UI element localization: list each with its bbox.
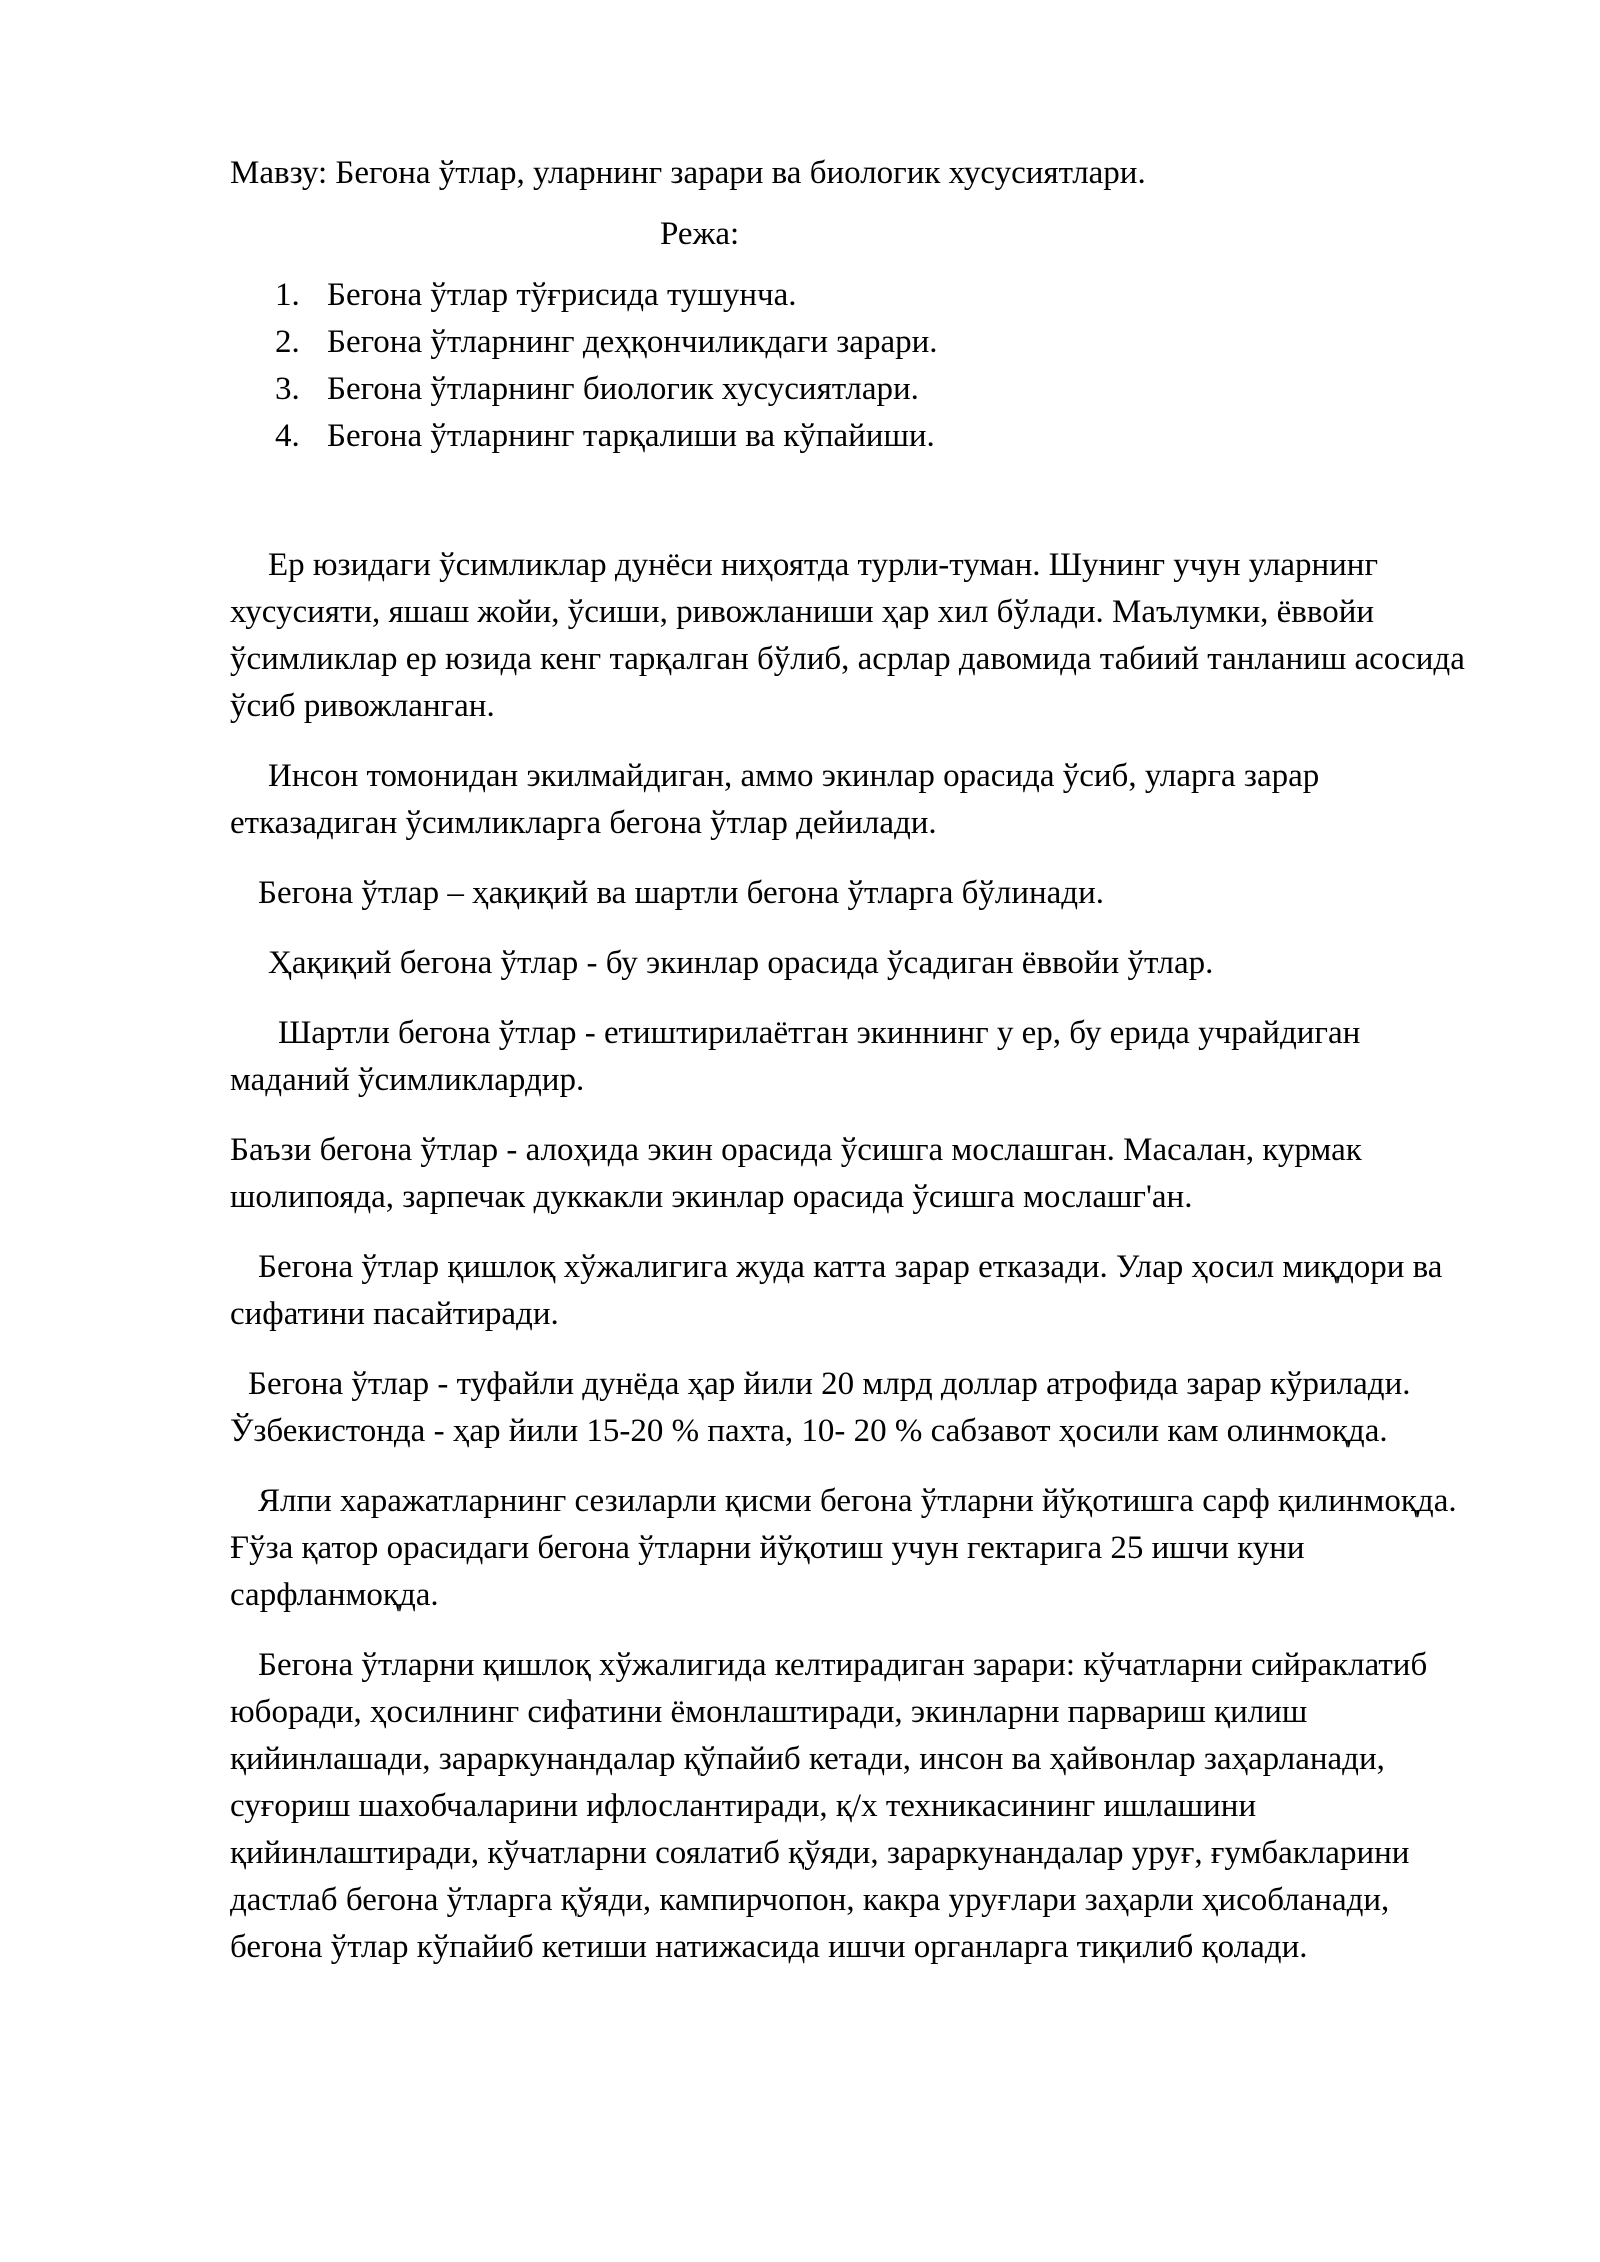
plan-item-number: 1. bbox=[275, 277, 300, 313]
plan-title: Режа: bbox=[660, 216, 740, 252]
plan-item-number: 2. bbox=[275, 324, 300, 360]
plan-item-number: 4. bbox=[275, 418, 300, 454]
plan-item bbox=[230, 413, 1480, 460]
plan-list bbox=[230, 272, 1480, 460]
plan-item bbox=[230, 272, 1480, 319]
document-topic: Мавзу: Бегона ўтлар, уларнинг зарари ва биологик хусусиятлари. bbox=[230, 155, 1146, 191]
plan-item-text: Бегона ўтларнинг биологик хусусиятлари. bbox=[327, 371, 919, 407]
plan-item bbox=[230, 319, 1480, 366]
paragraph: Инсон томонидан экилмайдиган, аммо экинлар орасида ўсиб, уларга зарар етказадиган ўсимликларга бегона ўтлар дейилади. bbox=[230, 758, 1320, 841]
plan-item bbox=[230, 366, 1480, 413]
paragraph: Бегона ўтлар қишлоқ хўжалигига жуда катта зарар етказади. Улар ҳосил миқдори ва сифатини пасайтиради. bbox=[230, 1249, 1443, 1332]
paragraph: Ер юзидаги ўсимликлар дунёси ниҳоятда турли-туман. Шунинг учун уларнинг хусусияти, яшаш жойи, ўсиши, ривожланиши ҳар хил бўлади. Маълумки, ёввойи ўсимликлар ер юзида кенг тарқалган бўлиб, асрлар давомида табиий танланиш асосида ўсиб ривожланган. bbox=[230, 547, 1465, 724]
paragraph: Бегона ўтлар - туфайли дунёда ҳар йили 20 млрд доллар атрофида зарар кўрилади. Ўзбекистонда - ҳар йили 15-20 % пахта, 10- 20 % сабзавот ҳосили кам олинмоқда. bbox=[230, 1366, 1411, 1449]
paragraph: Шартли бегона ўтлар - етиштирилаётган экиннинг у ер, бу ерида учрайдиган маданий ўсимликлардир. bbox=[230, 1015, 1361, 1098]
plan-item-text: Бегона ўтлар тўғрисида тушунча. bbox=[327, 277, 797, 313]
plan-item-text: Бегона ўтларнинг деҳқончиликдаги зарари. bbox=[327, 324, 938, 360]
paragraph: Ялпи харажатларнинг сезиларли қисми бегона ўтларни йўқотишга сарф қилинмоқда. Ғўза қатор орасидаги бегона ўтларни йўқотиш учун гектарига 25 ишчи куни сарфланмоқда. bbox=[230, 1483, 1457, 1613]
paragraph: Ҳақиқий бегона ўтлар - бу экинлар орасида ўсадиган ёввойи ўтлар. bbox=[268, 945, 1214, 981]
document-page bbox=[230, 150, 1480, 1994]
paragraph: Бегона ўтлар – ҳақиқий ва шартли бегона ўтларга бўлинади. bbox=[258, 875, 1105, 911]
paragraph: Баъзи бегона ўтлар - алоҳида экин орасида ўсишга мослашган. Масалан, курмак шолипояда, зарпечак дуккакли экинлар орасида ўсишга мослашг'ан. bbox=[230, 1132, 1362, 1215]
section-gap bbox=[230, 460, 1480, 542]
plan-item-text: Бегона ўтларнинг тарқалиши ва кўпайиши. bbox=[327, 418, 935, 454]
paragraph: Бегона ўтларни қишлоқ хўжалигида келтирадиган зарари: кўчатларни сийраклатиб юборади, ҳосилнинг сифатини ёмонлаштиради, экинларни парвариш қилиш қийинлашади, зараркунандалар қўпайиб кетади, инсон ва ҳайвонлар заҳарланади, суғориш шахобчаларини ифлослантиради, қ/х техникасининг ишлашини қийинлаштиради, кўчатларни соялатиб қўяди, зараркунандалар уруғ, ғумбакларини дастлаб бегона ўтларга қўяди, кампирчопон, какра уруғлари заҳарли ҳисобланади, бегона ўтлар кўпайиб кетиши натижасида ишчи органларга тиқилиб қолади. bbox=[230, 1647, 1428, 1965]
plan-item-number: 3. bbox=[275, 371, 300, 407]
